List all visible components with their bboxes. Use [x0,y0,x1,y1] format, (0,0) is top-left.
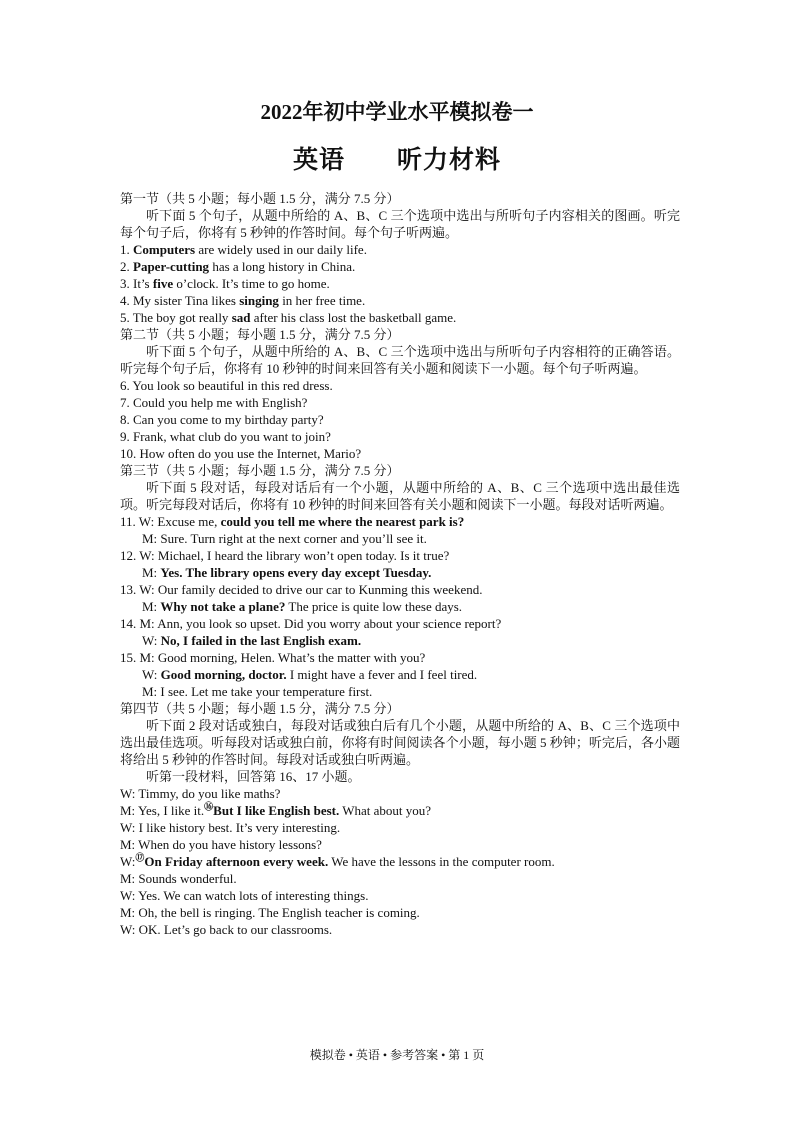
question-12-line-2: M: Yes. The library opens every day except Tuesday. [142,565,432,580]
dialogue-line-6: M: Sounds wonderful. [120,871,237,886]
question-16-marker: ⑯ [204,801,214,812]
question-13-line-1: 13. W: Our family decided to drive our car to Kunming this weekend. [120,582,483,597]
section-1-heading: 第一节（共 5 小题；每小题 1.5 分，满分 7.5 分） [120,191,400,206]
question-3: 3. It’s five o’clock. It’s time to go home. [120,276,330,291]
question-9: 9. Frank, what club do you want to join? [120,429,331,444]
document-subtitle [0,145,794,177]
section-2-heading: 第二节（共 5 小题；每小题 1.5 分，满分 7.5 分） [120,327,400,342]
question-8: 8. Can you come to my birthday party? [120,412,324,427]
section-3-instructions: 听下面 5 段对话，每段对话后有一个小题，从题中所给的 A、B、C 三个选项中选出最佳选项。听完每段对话后，你将有 10 秒钟的时间来回答有关小题和阅读下一小题。每段对话听两遍。 [120,480,680,512]
question-11-line-1: 11. W: Excuse me, could you tell me where the nearest park is? [120,514,465,529]
question-12-line-1: 12. W: Michael, I heard the library won’t open today. Is it true? [120,548,450,563]
section-4-heading: 第四节（共 5 小题；每小题 1.5 分，满分 7.5 分） [120,701,400,716]
dialogue-line-7: W: Yes. We can watch lots of interesting things. [120,888,369,903]
material-1-heading: 听第一段材料，回答第 16、17 小题。 [146,769,361,784]
question-15-line-3: M: I see. Let me take your temperature first. [142,684,373,699]
question-6: 6. You look so beautiful in this red dress. [120,378,333,393]
listening-script [120,190,680,938]
section-1-instructions: 听下面 5 个句子，从题中所给的 A、B、C 三个选项中选出与所听句子内容相关的图画。听完每个句子后，你将有 5 秒钟的作答时间。每个句子听两遍。 [120,208,680,240]
question-10: 10. How often do you use the Internet, Mario? [120,446,362,461]
question-1: 1. Computers are widely used in our daily life. [120,242,367,257]
dialogue-line-1: W: Timmy, do you like maths? [120,786,281,801]
section-2-instructions: 听下面 5 个句子，从题中所给的 A、B、C 三个选项中选出与所听句子内容相符的正确答语。听完每个句子后，你将有 10 秒钟的时间来回答有关小题和阅读下一小题。每个句子听两遍。 [120,344,680,376]
question-5: 5. The boy got really sad after his class lost the basketball game. [120,310,457,325]
dialogue-line-2: M: Yes, I like it.⑯But I like English best. What about you? [120,801,432,818]
section-4-instructions: 听下面 2 段对话或独白，每段对话或独白后有几个小题，从题中所给的 A、B、C 三个选项中选出最佳选项。听每段对话或独白前，你将有时间阅读各个小题，每小题 5 秒钟；听完后，各小题将给出 5 秒钟的作答时间。每段对话或独白听两遍。 [120,718,680,767]
subtitle-material: 听力材料 [397,147,502,174]
question-15-line-1: 15. M: Good morning, Helen. What’s the matter with you? [120,650,426,665]
subtitle-subject: 英语 [292,147,345,174]
section-3-heading: 第三节（共 5 小题；每小题 1.5 分，满分 7.5 分） [120,463,400,478]
question-17-marker: ⑰ [135,852,145,863]
question-15-line-2: W: Good morning, doctor. I might have a fever and I feel tired. [142,667,478,682]
question-14-line-1: 14. M: Ann, you look so upset. Did you worry about your science report? [120,616,502,631]
dialogue-line-9: W: OK. Let’s go back to our classrooms. [120,922,333,937]
question-4: 4. My sister Tina likes singing in her free time. [120,293,366,308]
question-7: 7. Could you help me with English? [120,395,308,410]
question-13-line-2: M: Why not take a plane? The price is quite low these days. [142,599,463,614]
page-footer: 模拟卷 • 英语 • 参考答案 • 第 1 页 [309,1048,485,1062]
question-11-line-2: M: Sure. Turn right at the next corner and you’ll see it. [142,531,427,546]
dialogue-line-8: M: Oh, the bell is ringing. The English teacher is coming. [120,905,420,920]
question-2: 2. Paper-cutting has a long history in China. [120,259,356,274]
question-14-line-2: W: No, I failed in the last English exam. [142,633,362,648]
dialogue-line-5: W:⑰On Friday afternoon every week. We have the lessons in the computer room. [120,852,555,869]
document-title: 2022年初中学业水平模拟卷一 [260,100,534,124]
dialogue-line-4: M: When do you have history lessons? [120,837,322,852]
dialogue-line-3: W: I like history best. It’s very interesting. [120,820,341,835]
